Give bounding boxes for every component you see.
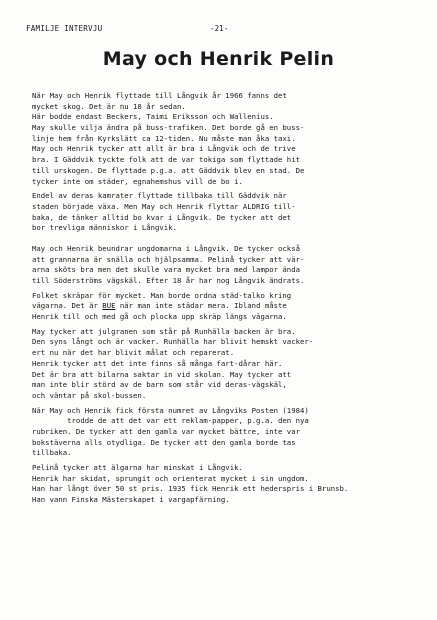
text-line: staden började växa. Men May och Henrik flyttar ALDRIG till- bbox=[32, 201, 296, 211]
text-line: May skulle vilja ändra på buss-trafiken. Det borde gå en buss- bbox=[32, 123, 305, 133]
paragraph bbox=[32, 244, 427, 287]
text-line: till Söderströms vägskäl. Efter 18 år har nog Långvik ändrats. bbox=[32, 276, 305, 285]
page-title: May och Henrik Pelin bbox=[102, 48, 335, 70]
section-header: FAMILJE INTERVJU bbox=[26, 24, 103, 33]
text-line: arna sköts bra men det skulle vara mycket bra med lampor ända bbox=[32, 265, 300, 275]
paragraph bbox=[32, 463, 427, 506]
paragraph bbox=[32, 91, 427, 187]
text-line: trodde de att det var ett reklam-papper, p.g.a. den nya bbox=[32, 416, 309, 426]
page-number: -21- bbox=[210, 24, 229, 33]
text-line: Henrik till och med gå och plocka upp skräp längs vägarna. bbox=[32, 312, 287, 322]
text-line: mycket skog. Det är nu 18 år sedan. bbox=[32, 101, 186, 111]
text-line: bra. I Gäddvik tyckte folk att de var tokiga som flyttade hit bbox=[32, 155, 300, 165]
article-body bbox=[32, 91, 427, 506]
text-line: May och Henrik beundrar ungdomarna i Långvik. De tycker också bbox=[32, 243, 300, 253]
text-line: bokstäverna alls otydliga. De tycker att den gamla borde tas bbox=[32, 437, 296, 447]
paragraph bbox=[32, 406, 427, 459]
text-line: Han har långt över 50 st pris. 1935 fick Henrik ett hederspris i Brunsb. bbox=[32, 484, 349, 494]
paragraph bbox=[32, 291, 427, 323]
text-line: bor trevliga människor i Långvik. bbox=[32, 223, 177, 233]
text-line: tycker inte om städer, egnahemshus vill de bo i. bbox=[32, 176, 243, 186]
text-line: Endel av deras kamrater flyttade tillbaka till Gäddvik när bbox=[32, 191, 287, 201]
text-line: man inte blir störd av de barn som står vid deras-vägskäl, bbox=[32, 380, 287, 390]
text-line: Pelinå tycker att älgarna har minskat i Långvik. bbox=[32, 463, 243, 472]
text-line: Den syns långt och är vacker. Runhälla har blivit hemskt vacker- bbox=[32, 337, 314, 347]
text-line: baka, de tänker alltid bo kvar i Långvik. De tycker att det bbox=[32, 212, 292, 222]
text-line: Han vann Finska Mästerskapet i vargapfärning. bbox=[32, 495, 230, 505]
text-line: May tycker att julgranen som står på Runhälla backen är bra. bbox=[32, 326, 296, 336]
paragraph bbox=[32, 327, 427, 402]
text-line: Henrik har skidat, sprungit och orienterat mycket i sin ungdom. bbox=[32, 473, 309, 483]
text-line: till urskogen. De flyttade p.g.a. att Gäddvik blev en stad. De bbox=[32, 165, 305, 175]
text-line: När May och Henrik fick första numret av Långviks Posten (1984) bbox=[32, 405, 309, 415]
text-line: vägarna. Det är BUE när man inte städar mera. Ibland måste bbox=[32, 301, 287, 311]
underlined-word: BUE bbox=[102, 301, 116, 311]
text-line: att grannarna är snälla och hjälpsamma. Pelinå tycker att vär- bbox=[32, 254, 305, 264]
text-line: och väntar på skol-bussen. bbox=[32, 390, 147, 400]
paragraph bbox=[32, 191, 427, 234]
text-line: Folket skräpar för mycket. Man borde ordna städ-talko kring bbox=[32, 290, 292, 300]
text-line: Det är bra att bilarna saktar in vid skolan. May tycker att bbox=[32, 369, 292, 379]
text-line: rubriken. De tycker att den gamla var mycket bättre, inte var bbox=[32, 426, 300, 436]
text-line: Henrik tycker att det inte finns så många fart-dårar här. bbox=[32, 358, 283, 368]
text-line: ert nu när det har blivit målat och reparerat. bbox=[32, 348, 235, 358]
text-line: När May och Henrik flyttade till Långvik år 1966 fanns det bbox=[32, 91, 287, 100]
text-line: tillbaka. bbox=[32, 448, 72, 458]
text-line: Här bodde endast Beckers, Taimi Eriksson och Wallenius. bbox=[32, 112, 274, 122]
text-line: May och Henrik tycker att allt är bra i Långvik och de trive bbox=[32, 144, 296, 154]
text-line: linje hem från Kyrkslätt ca 12-tiden. Nu måste man åka taxi. bbox=[32, 133, 296, 143]
